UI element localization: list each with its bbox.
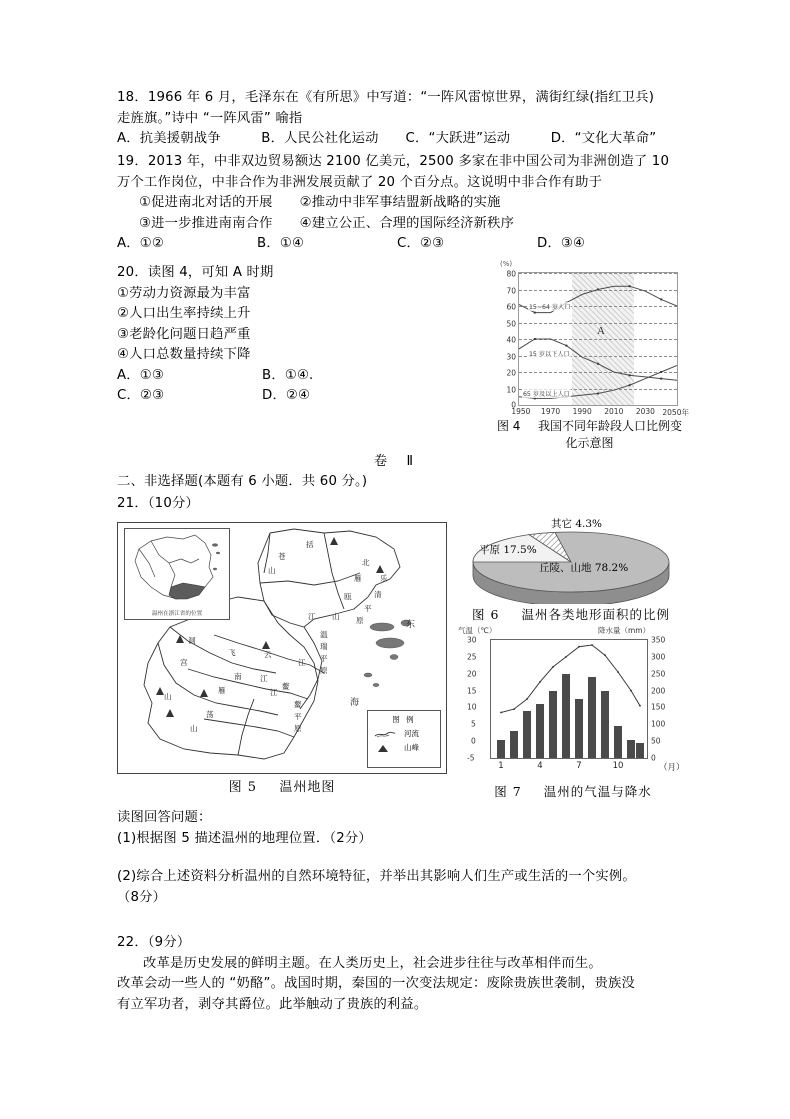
q20-options-row1	[117, 366, 417, 387]
map-label-shan-s: 山	[190, 724, 198, 733]
peak-icon	[374, 744, 396, 752]
fig7-plot-area	[467, 635, 685, 773]
map-label-qing: 清	[374, 590, 382, 599]
map-islands	[364, 620, 411, 687]
q19-stem-line1: 19．2013 年，中非双边贸易额达 2100 亿美元，2500 多家在非中国公司为非洲创造了 10	[117, 154, 670, 169]
fig4-series-label-children: 15 岁以下人口	[529, 351, 570, 358]
fig5-inset-zhejiang	[124, 528, 230, 620]
fig4-xtick-2050: 2050年	[662, 408, 689, 417]
q21-part-1: (1)根据图 5 描述温州的地理位置．（2分）	[117, 830, 372, 846]
q19-option-a[interactable]: A．①②	[117, 236, 165, 251]
fig4-xtick-2030: 2030	[635, 407, 655, 416]
river-ao	[204, 719, 294, 737]
fig4-ytick-20: 20	[506, 368, 516, 378]
fig4-ytick-40: 40	[506, 335, 516, 345]
q22-line-3: 有立军功者，剥夺其爵位。此举触动了贵族的利益。	[117, 996, 428, 1012]
fig7-caption	[458, 782, 688, 800]
fig7-caption-number: 图 7	[494, 784, 522, 799]
fig6-label-hills: 丘陵、山地 78.2%	[539, 562, 629, 574]
map-label-dang: 荡	[206, 710, 214, 719]
inset-div-4	[181, 559, 199, 563]
q19-options	[117, 234, 677, 255]
q21-part-2-line1: (2)综合上述资料分析温州的自然环境特征，并举出其影响人们生产或生活的一个实例。	[117, 869, 636, 884]
map-label-ao: 鳌	[282, 682, 290, 691]
fig6-label-plain: 平原 17.5%	[479, 544, 537, 556]
q21-read-prompt: 读图回答问题：	[117, 810, 212, 825]
map-label-yun: 云	[264, 650, 272, 659]
q18-stem-line1: 18．1966 年 6 月，毛泽东在《有所思》中写道：“一阵风雷惊世界，满街红绿(指红卫兵)	[117, 90, 655, 105]
fig4-caption	[492, 417, 687, 451]
fig4-series-label-working-age: 15~64 岁人口	[529, 304, 571, 311]
map-label-jiang-3: 江	[260, 674, 268, 683]
question-21-heading: 21．（10分）	[117, 496, 199, 511]
map-label-jiang: 江	[308, 612, 316, 621]
map-label-ou: 瓯	[344, 592, 352, 601]
map-label-nan: 南	[234, 672, 242, 681]
inset-wenzhou-highlight	[169, 583, 205, 599]
fig4-ytick-30: 30	[506, 352, 516, 361]
map-label-yuan-3: 原	[294, 724, 302, 733]
figure-7-climograph	[458, 625, 688, 800]
q21-answer-space-1	[117, 849, 687, 867]
fig7-rtick-300: 300	[651, 652, 666, 662]
fig4-caption-number: 图 4	[496, 419, 521, 433]
question-20	[117, 263, 417, 407]
fig7-xtick-4: 4	[537, 761, 543, 771]
map-label-gong: 宫	[180, 658, 188, 667]
figure-5-wenzhou-map	[117, 522, 447, 802]
figure-4-population-chart	[492, 260, 689, 450]
q20-sub-3: ③老龄化问题日趋严重	[117, 326, 251, 342]
fig7-ltick-5: 5	[471, 719, 476, 729]
map-label-bei: 北	[362, 558, 370, 567]
map-label-ping-2: 平	[320, 654, 328, 663]
fig4-ytick-70: 70	[506, 286, 516, 295]
fig7-rtick-100: 100	[651, 719, 666, 729]
fig4-xtick-1990: 1990	[572, 407, 592, 416]
inset-div-2	[139, 549, 155, 577]
fig7-ltick-25: 25	[467, 652, 477, 662]
fig5-caption	[117, 776, 447, 795]
fig7-rtick-50: 50	[651, 736, 661, 746]
q19-sub-1: ①促进南北对话的开展 ②推动中非军事结盟新战略的实施	[139, 195, 501, 210]
fig4-xtick-1950: 1950	[511, 407, 531, 416]
map-label-yan: 雁	[354, 574, 362, 583]
fig7-xaxis-unit: （月）	[659, 763, 685, 773]
fig7-xtick-1: 1	[498, 761, 504, 771]
fig7-rtick-200: 200	[651, 686, 666, 696]
map-label-ao-2: 鳌	[294, 700, 302, 709]
fig7-rtick-250: 250	[651, 669, 666, 679]
fig7-ltick-10: 10	[467, 702, 477, 712]
map-label-yuan: 原	[356, 616, 364, 625]
legend-row-river	[374, 728, 440, 739]
map-label-shan-mid: 山	[332, 612, 340, 621]
q20-sub-4: ④人口总数量持续下降	[117, 347, 251, 362]
fig7-ltick-20: 20	[467, 669, 477, 679]
q20-options-row2	[117, 386, 417, 407]
map-label-wen: 温	[320, 630, 328, 639]
legend-label-peak: 山峰	[404, 743, 419, 752]
map-label-shan-sw: 山	[164, 692, 172, 701]
q22-line-2: 改革会动一些人的 “奶酪”。战国时期，秦国的一次变法规定：废除贵族世袭制，贵族没	[117, 976, 635, 991]
fig4-curves	[519, 273, 677, 405]
fig4-annotation-a: A	[597, 325, 605, 337]
q20-option-a[interactable]: A．①③	[117, 367, 165, 383]
legend-title: 图 例	[392, 715, 416, 724]
fig5-caption-number: 图 5	[228, 780, 258, 795]
q19-option-b[interactable]: B．①④	[257, 236, 305, 251]
fig7-ltick-30: 30	[467, 635, 477, 645]
fig4-ytick-60: 60	[506, 302, 516, 312]
fig7-xtick-7: 7	[576, 761, 582, 771]
fig6-caption-number: 图 6	[472, 607, 500, 622]
fig7-rtick-350: 350	[651, 635, 666, 645]
fig4-ytick-50: 50	[506, 319, 516, 328]
fig6-label-other: 其它 4.3%	[551, 518, 603, 530]
map-label-kuo: 括	[306, 540, 314, 549]
q22-heading: 22．（9分）	[117, 935, 191, 950]
fig7-ltick-15: 15	[467, 686, 477, 696]
q18-stem-line2: 走旌旗。”诗中 “一阵风雷” 喻指	[117, 110, 303, 126]
q20-option-c[interactable]: C．②③	[117, 388, 165, 403]
inset-drawing	[125, 529, 227, 617]
q20-sub-1: ①劳动力资源最为丰富	[117, 285, 251, 301]
legend-label-river: 河流	[404, 729, 419, 738]
map-label-yuan-2: 原	[320, 666, 328, 675]
map-label-ping: 平	[364, 604, 372, 613]
fig6-caption-text: 温州各类地形面积的比例	[521, 607, 670, 622]
fig7-rtick-0: 0	[651, 753, 656, 763]
q20-sub-2: ②人口出生率持续上升	[117, 306, 251, 321]
q19-sub-2: ③进一步推进南南合作 ④建立公正、合理的国际经济新秩序	[139, 215, 515, 231]
q20-option-d[interactable]: D．②④	[262, 388, 311, 403]
question-22	[117, 933, 687, 1015]
map-label-ping-3: 平	[294, 712, 302, 721]
question-18	[117, 88, 677, 150]
fig5-caption-text: 温州地图	[279, 780, 336, 795]
map-label-hai: 海	[350, 698, 360, 708]
section-2-heading: 二、非选择题(本题有 6 小题．共 60 分。)	[117, 474, 368, 489]
map-label-rui: 瑞	[320, 642, 328, 651]
fig4-ytick-80: 80	[506, 269, 516, 279]
fig4-line-children	[519, 339, 677, 380]
inset-islands	[212, 543, 220, 570]
fig7-right-axis-label: 降水量（mm）	[598, 626, 651, 635]
q19-option-c[interactable]: C．②③	[397, 236, 445, 251]
fig6-caption	[455, 605, 687, 623]
inset-div-1	[151, 541, 181, 563]
fig5-legend	[367, 710, 441, 768]
map-internal-1	[300, 627, 322, 709]
q22-line-1: 改革是历史发展的鲜明主题。在人类历史上，社会进步往往与改革相伴而生。	[143, 955, 602, 971]
map-label-fei: 飞	[228, 648, 236, 657]
fig4-xtick-1970: 1970	[541, 407, 561, 416]
fig7-temperature-line	[491, 640, 647, 758]
fig5-inset-caption: 温州在浙江省的位置	[151, 611, 203, 617]
figure-6-terrain-pie	[455, 518, 687, 623]
fig4-unit-label: (%)	[500, 260, 513, 268]
q19-stem-line2: 万个工作岗位，中非合作为非洲发展贡献了 20 个百分点。这说明中非合作有助于	[117, 174, 603, 190]
map-label-cang: 苍	[278, 552, 286, 561]
map-label-jiang-4: 江	[270, 688, 278, 697]
fig4-caption-text: 我国不同年龄段人口比例变化示意图	[538, 419, 683, 450]
fig7-caption-text: 温州的气温与降水	[543, 784, 652, 799]
legend-row-peak	[374, 742, 440, 753]
map-label-jiang-2: 江	[298, 658, 306, 667]
fig4-xtick-2010: 2010	[604, 407, 624, 416]
map-outline-main	[144, 597, 318, 759]
map-label-dong-cave: 洞	[188, 636, 196, 645]
fig4-ytick-0: 0	[511, 400, 516, 410]
q19-option-d[interactable]: D．③④	[537, 236, 586, 251]
question-21-body	[117, 808, 687, 908]
fig4-ytick-10: 10	[506, 385, 516, 394]
fig7-xtick-10: 10	[612, 761, 624, 771]
inset-div-3	[169, 563, 175, 587]
river-icon	[374, 730, 396, 738]
fig4-plot-area	[506, 269, 689, 417]
map-label-yan-2: 雁	[218, 686, 226, 695]
fig7-ltick-m5: -5	[467, 753, 475, 763]
fig7-ltick-0: 0	[471, 736, 476, 746]
question-19	[117, 152, 677, 255]
fig5-map-frame	[117, 522, 447, 774]
map-label-shan-north: 山	[268, 566, 276, 575]
q20-stem: 20．读图 4，可知 A 时期	[117, 265, 274, 280]
map-outline-north	[258, 529, 400, 627]
map-label-dong: 东	[406, 620, 416, 630]
fig7-rtick-150: 150	[651, 702, 666, 712]
map-label-le: 乐	[380, 574, 388, 583]
fig7-left-axis-label: 气温（℃）	[458, 626, 497, 635]
q20-option-b[interactable]: B．①④.	[262, 367, 314, 383]
paper-part-two-heading: 卷 Ⅱ	[373, 454, 417, 469]
q21-part-2-line2: （8分）	[117, 889, 167, 905]
q18-options: A．抗美援朝战争 B．人民公社化运动 C．“大跃进”运动 D．“文化大革命”	[117, 131, 657, 146]
fig4-series-label-elderly: 65 岁及以上人口	[523, 391, 570, 398]
